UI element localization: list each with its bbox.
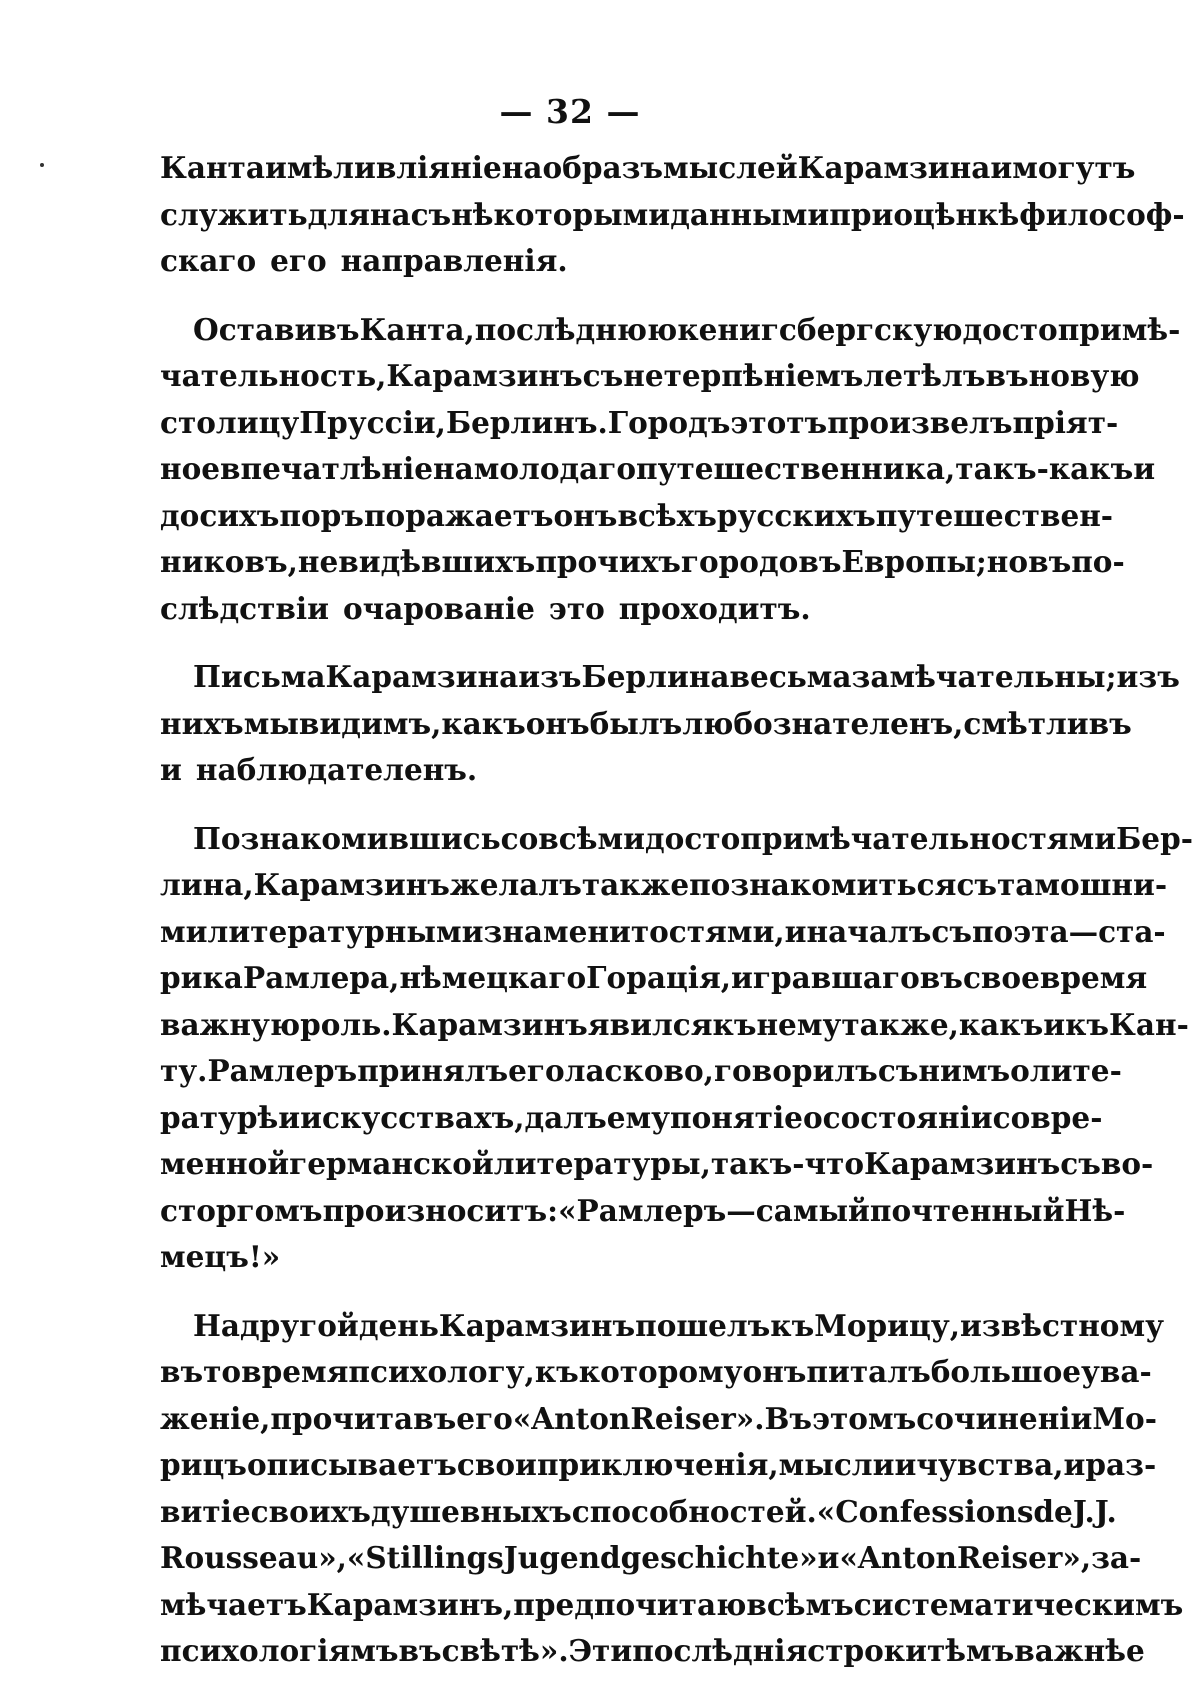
word: сторгомъ [160, 1192, 323, 1228]
word: достопримѣ- [962, 311, 1181, 347]
word: летѣлъ [863, 358, 986, 393]
word: впечатлѣніе [220, 451, 433, 486]
word: ува- [1081, 1354, 1152, 1389]
word: его [508, 1053, 565, 1088]
word: искусствахъ, [300, 1099, 525, 1135]
paragraph [160, 654, 1180, 794]
word: важнѣе [1014, 1633, 1145, 1668]
word: сихъ [199, 497, 280, 533]
word: не [297, 544, 339, 579]
word: состояніи [822, 1099, 993, 1135]
word: русскихъ [716, 497, 876, 533]
text-line [160, 493, 1114, 540]
word: со [500, 820, 539, 856]
text-line [160, 1349, 1152, 1396]
word: J. [1072, 1493, 1095, 1529]
word: по- [1071, 544, 1125, 579]
word: началъ [806, 913, 932, 949]
word: ту. [160, 1053, 208, 1088]
word: наблюдателенъ. [195, 752, 478, 787]
word: Карамзинъ [386, 358, 583, 393]
word: данными [670, 196, 830, 232]
word: къ [1065, 1006, 1110, 1042]
word: Карамзинъ [253, 867, 450, 902]
word: съ [877, 1053, 919, 1088]
word: явился [587, 1006, 713, 1042]
word: душевныхъ [370, 1493, 572, 1529]
paragraph [160, 307, 1181, 633]
word: мыслей [663, 150, 798, 185]
word: способностей. [571, 1493, 817, 1529]
word: «Anton [839, 1540, 957, 1575]
word: насъ [369, 196, 452, 232]
word: мы [243, 705, 299, 741]
word: женіе, [160, 1400, 271, 1436]
word: Rousseau», [160, 1540, 347, 1575]
word: его [456, 1400, 513, 1436]
word: этомъ [812, 1400, 917, 1436]
word: Карамзина [797, 150, 991, 185]
word: во- [1100, 1146, 1154, 1181]
word: J. [1094, 1493, 1117, 1529]
word: путешествен- [875, 497, 1114, 533]
text-line [160, 238, 1015, 285]
word: всѣмъ [746, 1586, 854, 1622]
word: Въ [764, 1400, 813, 1436]
word: образъ [542, 150, 664, 185]
word: свои [456, 1447, 537, 1482]
word: слѣдствіи [160, 590, 329, 626]
word: питалъ [806, 1354, 931, 1389]
word: Письма [193, 659, 326, 694]
word: тѣмъ [926, 1633, 1015, 1668]
margin-speck [40, 163, 44, 167]
word: Пруссіи, [299, 404, 446, 440]
word: нему [756, 1006, 842, 1042]
word: городовъ [680, 544, 842, 579]
word: рицъ [160, 1447, 247, 1482]
word: свѣтѣ». [441, 1633, 569, 1668]
word: пріят- [1012, 404, 1119, 440]
word: въ [919, 960, 963, 995]
word: рика [160, 960, 243, 995]
word: въ [1028, 544, 1072, 579]
word: достопримѣчательностями [644, 820, 1117, 856]
word: философ- [1019, 196, 1185, 232]
word: литературными [207, 913, 484, 949]
word: и [1043, 1006, 1066, 1042]
word: вліяніе [375, 150, 502, 185]
word: мецъ!» [160, 1239, 281, 1274]
word: но [986, 544, 1029, 579]
text-line [160, 816, 1193, 863]
word: произноситъ: [322, 1192, 559, 1228]
word: далъ [524, 1099, 607, 1135]
text-line [160, 701, 1132, 748]
word: и [784, 913, 807, 949]
word: описываетъ [246, 1447, 457, 1482]
word: также, [841, 1006, 959, 1042]
word: говорилъ [713, 1053, 878, 1088]
word: о [802, 1099, 823, 1135]
word: поражаетъ [363, 497, 554, 533]
word: Оставивъ [193, 311, 360, 347]
text-line [160, 1188, 1126, 1235]
text-line [160, 446, 1156, 493]
word: и [278, 1099, 301, 1135]
word: предпочитаю [513, 1586, 747, 1622]
word: Рамлеръ [207, 1053, 358, 1088]
text-line [160, 145, 1136, 192]
word: германской [289, 1146, 494, 1181]
word: послѣднюю [474, 311, 678, 347]
text-line [160, 862, 1168, 909]
word: Нѣ- [1064, 1192, 1126, 1228]
word: очарованіе [343, 590, 535, 626]
word: сочиненіи [916, 1400, 1093, 1436]
word: большое [930, 1354, 1082, 1389]
text-line [160, 192, 1185, 239]
word: «Anton [512, 1400, 631, 1436]
word: новую [1028, 358, 1140, 393]
word: и [990, 150, 1013, 185]
word: день [358, 1307, 439, 1343]
word: скаго [160, 243, 257, 278]
word: поэта—ста- [971, 913, 1166, 949]
text-line [160, 1303, 1164, 1350]
word: самый [755, 1192, 870, 1228]
text-line [160, 1002, 1189, 1049]
text-line [160, 1048, 1122, 1095]
word: къ [534, 1354, 579, 1389]
word: психологіямъ [160, 1633, 399, 1668]
paragraph [160, 145, 1185, 285]
word: чательность, [160, 358, 387, 393]
word: въ [398, 1633, 442, 1668]
word: прочихъ [535, 544, 681, 579]
word: изъ [1116, 659, 1180, 694]
word: такъ-что [710, 1146, 865, 1181]
word: въ [160, 1354, 204, 1389]
word: знаменитостями, [483, 913, 785, 949]
word: ми [160, 913, 208, 949]
text-line [160, 539, 1125, 586]
word: видѣвшихъ [338, 544, 536, 579]
text-line [160, 1628, 1145, 1675]
word: онъ [525, 705, 590, 741]
word: Мо- [1092, 1400, 1157, 1436]
body-text [160, 145, 1193, 1697]
word: свое [962, 960, 1040, 995]
word: путешественника, [636, 451, 956, 486]
word: Канта, [359, 311, 475, 347]
word: молодаго [473, 451, 637, 486]
word: ему [606, 1099, 671, 1135]
word: принялъ [357, 1053, 509, 1088]
page-number: — 32 — [499, 92, 641, 131]
word: всѣми [538, 820, 645, 856]
word: за- [1091, 1540, 1142, 1575]
word: систематическимъ [853, 1586, 1184, 1622]
word: чувства, [916, 1447, 1064, 1482]
text-line [160, 353, 1140, 400]
word: и [160, 752, 182, 787]
text-line [160, 1396, 1157, 1443]
word: Кан- [1109, 1006, 1189, 1042]
word: роль. [300, 1006, 392, 1042]
word: любознателенъ, [682, 705, 964, 741]
word: ласково, [564, 1053, 714, 1088]
word: Карамзина [325, 659, 519, 694]
word: до [160, 497, 200, 533]
word: къ [712, 1006, 757, 1042]
word: весьма [729, 659, 852, 694]
word: произвелъ [827, 404, 1013, 440]
word: такъ-какъ [955, 451, 1134, 486]
word: могутъ [1012, 150, 1136, 185]
word: оцѣнкѣ [893, 196, 1020, 232]
word: и [817, 1540, 840, 1575]
word: съ [956, 867, 998, 902]
text-line [160, 1582, 1184, 1629]
word: понятіе [670, 1099, 803, 1135]
word: то [203, 1354, 242, 1389]
word: прочитавъ [270, 1400, 457, 1436]
word: этотъ [730, 404, 828, 440]
word: Бер- [1116, 820, 1193, 856]
word: психологу, [348, 1354, 535, 1389]
word: извѣстному [960, 1307, 1164, 1343]
word: строки [807, 1633, 927, 1668]
word: Европы; [841, 544, 987, 579]
word: его [270, 243, 327, 278]
word: мѣчаетъ [160, 1586, 307, 1622]
word: Рамлера, [242, 960, 400, 995]
word: важную [160, 1006, 301, 1042]
paragraph [160, 816, 1193, 1281]
word: это [548, 590, 605, 626]
word: онъ [742, 1354, 807, 1389]
word: послѣднія [632, 1633, 808, 1668]
text-line [160, 909, 1166, 956]
word: витіе [160, 1493, 251, 1529]
word: приключенія, [536, 1447, 779, 1482]
text-line [160, 400, 1119, 447]
word: съ [931, 913, 972, 949]
word: нѣкоторыми [451, 196, 671, 232]
word: кенигсбергскую [677, 311, 963, 347]
word: былъ [589, 705, 683, 741]
word: «Confessions [816, 1493, 1034, 1529]
text-line [160, 1535, 1142, 1582]
text-line [160, 747, 1015, 794]
word: видимъ, [298, 705, 442, 741]
word: «Рамлеръ [558, 1192, 727, 1228]
text-line [160, 586, 1015, 633]
word: совре- [992, 1099, 1103, 1135]
word: нихъ [160, 705, 244, 741]
word: Jugendgeschichte» [503, 1540, 818, 1575]
word: проходитъ. [618, 590, 811, 626]
text-line [160, 307, 1181, 354]
word: всѣхъ [617, 497, 717, 533]
word: ное [160, 451, 221, 486]
word: Карамзинъ [864, 1146, 1061, 1181]
paragraph [160, 1303, 1184, 1675]
word: при [829, 196, 894, 232]
word: которому [578, 1354, 743, 1389]
word: Reiser». [630, 1400, 765, 1436]
word: Морицу, [814, 1307, 961, 1343]
word: Берлина [581, 659, 730, 694]
text-line [160, 955, 1148, 1002]
word: къ [770, 1307, 815, 1343]
word: имѣли [264, 150, 376, 185]
word: какъ [958, 1006, 1044, 1042]
word: замѣчательны; [851, 659, 1117, 694]
word: На [193, 1307, 240, 1343]
word: нѣмецкаго [399, 960, 587, 995]
word: для [307, 196, 370, 232]
word: съ [1060, 1146, 1101, 1181]
word: тамошни- [997, 867, 1168, 902]
word: о [1010, 1053, 1030, 1088]
word: Эти [568, 1633, 633, 1668]
word: ратурѣ [160, 1099, 279, 1135]
word: время [1039, 960, 1148, 995]
word: и [894, 1447, 917, 1482]
word: на [433, 451, 474, 486]
word: почтенный [869, 1192, 1065, 1228]
word: онъ [553, 497, 618, 533]
word: направленія. [340, 243, 568, 278]
word: нимъ [918, 1053, 1011, 1088]
word: и [1063, 1447, 1086, 1482]
word: никовъ, [160, 544, 298, 579]
word: Reiser», [956, 1540, 1092, 1575]
word: Горація, [586, 960, 732, 995]
word: другой [240, 1307, 359, 1343]
word: познакомиться [689, 867, 957, 902]
word: своихъ [250, 1493, 371, 1529]
word: нетерпѣніемъ [623, 358, 864, 393]
word: и [1133, 451, 1156, 486]
word: пошелъ [635, 1307, 771, 1343]
word: лите- [1029, 1053, 1122, 1088]
text-line [160, 1489, 1117, 1536]
word: Познакомившись [193, 820, 501, 856]
word: мысли [778, 1447, 895, 1482]
word: игравшаго [731, 960, 920, 995]
word: «Stillings [346, 1540, 504, 1575]
word: Карамзинъ [391, 1006, 588, 1042]
word: Карамзинъ, [306, 1586, 514, 1622]
word: изъ [518, 659, 582, 694]
text-line [160, 654, 1180, 701]
word: Городъ [607, 404, 731, 440]
word: Канта [160, 150, 265, 185]
word: на [501, 150, 543, 185]
word: Карамзинъ [438, 1307, 636, 1343]
text-line [160, 1095, 1103, 1142]
word: столицу [160, 404, 300, 440]
word: смѣтливъ [963, 705, 1132, 741]
text-line [160, 1234, 1015, 1281]
word: de [1033, 1493, 1073, 1529]
word: желалъ [449, 867, 582, 902]
word: время [241, 1354, 349, 1389]
text-line [160, 1442, 1157, 1489]
word: какъ [441, 705, 526, 741]
word: служить [160, 196, 308, 232]
word: менной [160, 1146, 290, 1181]
word: раз- [1085, 1447, 1157, 1482]
word: поръ [279, 497, 364, 533]
word: Берлинъ. [445, 404, 608, 440]
word: литературы, [493, 1146, 711, 1181]
word: также [581, 867, 690, 902]
word: въ [985, 358, 1029, 393]
word: лина, [160, 867, 254, 902]
text-line [160, 1141, 1154, 1188]
word: съ [582, 358, 624, 393]
word: — [726, 1192, 756, 1228]
